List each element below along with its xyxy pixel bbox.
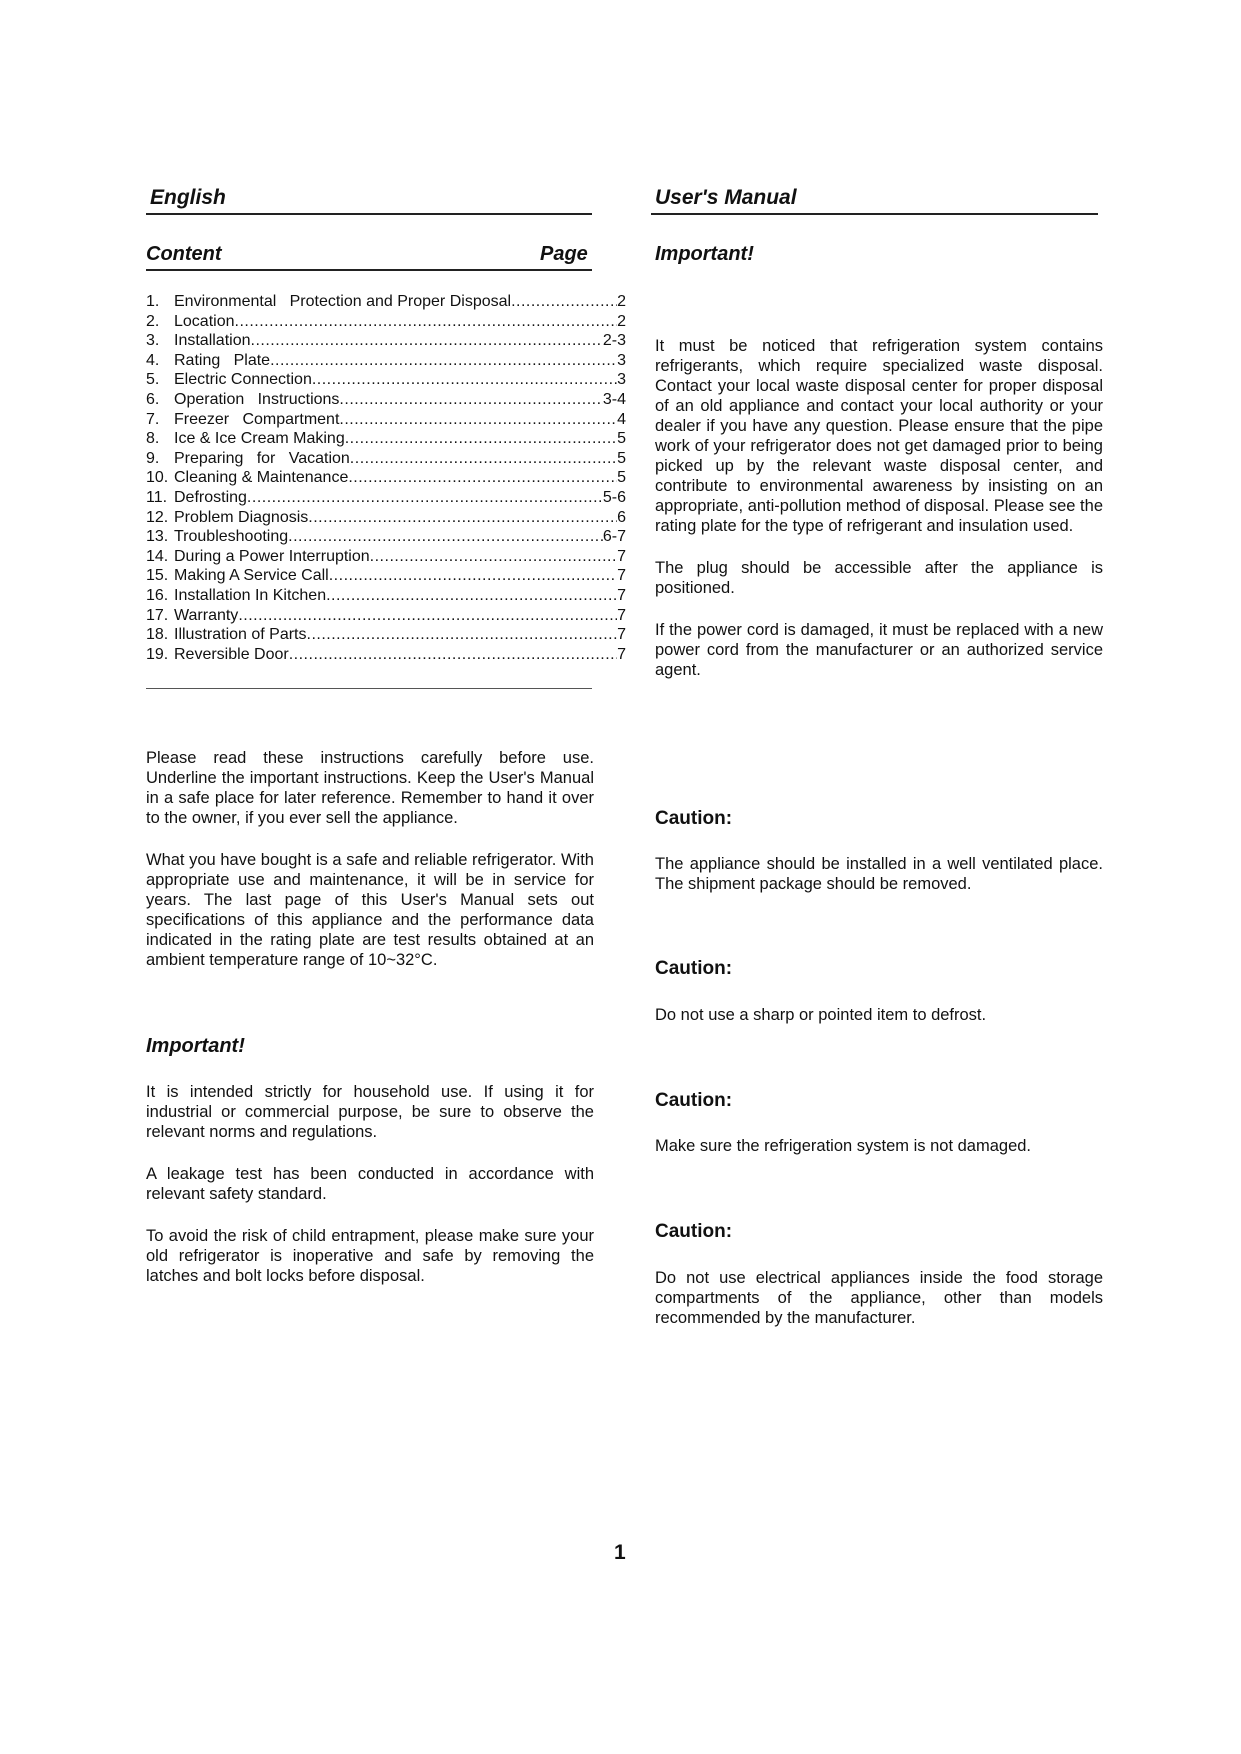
toc-item-leader	[251, 331, 603, 351]
right-paragraph-2: The plug should be accessible after the appliance is positioned.	[655, 559, 1103, 597]
right-important-body	[655, 336, 1103, 702]
toc-item-label: Location	[174, 312, 235, 330]
toc-item-page: 4	[617, 410, 626, 428]
toc-item-page: 5-6	[602, 488, 626, 506]
important-paragraph-1: It is intended strictly for household use. If using it for industrial or commercial purpose, be sure to observe the relevant norms and regulations.	[146, 1083, 594, 1141]
toc-item-number: 4.	[146, 351, 160, 369]
toc-item-leader	[289, 645, 617, 665]
toc-item	[146, 390, 626, 410]
caution-text-4: Do not use electrical appliances inside the food storage compartments of the appliance, other than models recommended by the manufacturer.	[655, 1269, 1103, 1327]
toc-item-label: Warranty	[174, 606, 239, 624]
toc-item-number: 18.	[146, 626, 169, 644]
toc-item-leader	[370, 547, 617, 567]
toc-item-page: 7	[617, 606, 626, 624]
toc-item-leader	[238, 606, 617, 626]
important-paragraph-3: To avoid the risk of child entrapment, please make sure your old refrigerator is inoperative and safe by removing the latches and bolt locks before disposal.	[146, 1227, 594, 1285]
toc-item-number: 6.	[146, 390, 160, 408]
toc-item-label: Freezer Compartment	[174, 410, 340, 428]
toc-item	[146, 566, 626, 586]
toc-item	[146, 508, 626, 528]
toc-item	[146, 292, 626, 312]
toc-item-number: 9.	[146, 449, 160, 467]
toc-item	[146, 351, 626, 371]
toc-item-number: 19.	[146, 645, 169, 663]
toc-item-leader	[308, 508, 617, 528]
toc-item-leader	[288, 527, 603, 547]
toc-item-label: Problem Diagnosis	[174, 508, 309, 526]
toc-item	[146, 370, 626, 390]
toc-list	[146, 292, 626, 664]
toc-heading: Content	[146, 243, 222, 265]
toc-item-label: Illustration of Parts	[174, 626, 307, 644]
toc-item-page: 7	[617, 645, 626, 663]
left-important-heading: Important!	[146, 1035, 245, 1057]
toc-item-number: 17.	[146, 606, 169, 624]
toc-item	[146, 429, 626, 449]
toc-item	[146, 449, 626, 469]
header-left-title: English	[150, 186, 226, 209]
toc-item-label: Electric Connection	[174, 371, 312, 389]
toc-item-leader	[339, 390, 602, 410]
toc-item	[146, 468, 626, 488]
toc-item-number: 5.	[146, 371, 160, 389]
toc-item-label: Preparing for Vacation	[174, 449, 350, 467]
toc-item-leader	[511, 292, 617, 312]
toc-item-page: 5	[617, 449, 626, 467]
toc-item-leader	[312, 370, 617, 390]
toc-item	[146, 527, 626, 547]
toc-item-page: 3-4	[602, 390, 626, 408]
toc-item-number: 3.	[146, 332, 160, 350]
toc-item-page: 2-3	[602, 332, 626, 350]
toc-item	[146, 331, 626, 351]
toc-item-page: 6-7	[602, 528, 626, 546]
toc-item-label: Ice & Ice Cream Making	[174, 430, 345, 448]
toc-item-leader	[350, 449, 617, 469]
toc-item-page: 2	[617, 312, 626, 330]
intro-paragraph-1: Please read these instructions carefully before use. Underline the important instructions. Keep the User's Manual in a safe place for later reference. Remember to hand it over to the owner, if you ever sell the appliance.	[146, 749, 594, 827]
caution-heading-3: Caution:	[655, 1090, 733, 1111]
important-paragraph-2: A leakage test has been conducted in accordance with relevant safety standard.	[146, 1165, 594, 1203]
toc-item	[146, 586, 626, 606]
right-important-heading: Important!	[655, 243, 754, 265]
caution-text-1: The appliance should be installed in a well ventilated place. The shipment package should be removed.	[655, 855, 1103, 893]
caution-text-3: Make sure the refrigeration system is not damaged.	[655, 1137, 1032, 1155]
toc-item-page: 5	[617, 469, 626, 487]
toc-item	[146, 410, 626, 430]
table-of-contents	[146, 292, 626, 664]
toc-item-leader	[307, 625, 618, 645]
toc-item-label: Installation In Kitchen	[174, 586, 327, 604]
toc-item-number: 7.	[146, 410, 160, 428]
toc-item-page: 6	[617, 508, 626, 526]
toc-item	[146, 547, 626, 567]
right-paragraph-3: If the power cord is damaged, it must be replaced with a new power cord from the manufacturer or an authorized service agent.	[655, 621, 1103, 679]
toc-item	[146, 606, 626, 626]
toc-item-number: 11.	[146, 488, 168, 506]
toc-item-number: 10.	[146, 469, 169, 487]
toc-item-page: 7	[617, 547, 626, 565]
toc-item	[146, 625, 626, 645]
toc-item-leader	[270, 351, 617, 371]
toc-item-page: 7	[617, 586, 626, 604]
toc-item-number: 16.	[146, 586, 169, 604]
toc-item-leader	[345, 429, 617, 449]
toc-item-number: 2.	[146, 312, 160, 330]
toc-item-page: 2	[617, 293, 626, 310]
toc-item-number: 15.	[146, 567, 169, 585]
toc-item-label: Environmental Protection and Proper Disposal	[174, 293, 512, 310]
toc-item-leader	[329, 566, 617, 586]
toc-item-label: Defrosting	[174, 488, 247, 506]
toc-item	[146, 488, 626, 508]
toc-item	[146, 312, 626, 332]
header-right-rule	[651, 213, 1098, 215]
toc-item-label: Troubleshooting	[174, 528, 289, 546]
toc-item-label: Making A Service Call	[174, 567, 329, 585]
toc-item-label: Operation Instructions	[174, 390, 340, 408]
toc-item-label: During a Power Interruption	[174, 547, 370, 565]
toc-item-number: 12.	[146, 508, 169, 526]
toc-item-page: 7	[617, 567, 626, 585]
toc-item-label: Installation	[174, 332, 251, 350]
toc-heading-rule	[146, 269, 592, 271]
page-number: 1	[614, 1541, 626, 1564]
caution-heading-1: Caution:	[655, 808, 733, 829]
toc-item-page: 7	[617, 626, 626, 644]
left-important-body	[146, 1082, 594, 1308]
toc-item-number: 8.	[146, 430, 160, 448]
caution-heading-2: Caution:	[655, 958, 733, 979]
toc-item-leader	[326, 586, 617, 606]
toc-item	[146, 645, 626, 665]
right-paragraph-1: It must be noticed that refrigeration system contains refrigerants, which require specialized waste disposal. Contact your local waste disposal center for proper disposal of an old appliance and contact your local authority or your dealer if you have any question. Please ensure that the pipe work of your refrigerator does not get damaged prior to being picked up by the relevant waste disposal center, and contribute to environmental awareness by insisting on an appropriate, anti-pollution method of disposal. Please see the rating plate for the type of refrigerant and insulation used.	[655, 337, 1103, 535]
intro-paragraph-2: What you have bought is a safe and reliable refrigerator. With appropriate use and maintenance, it will be in service for years. The last page of this User's Manual sets out specifications of this appliance and the performance data indicated in the rating plate are test results obtained at an ambient temperature range of 10~32°C.	[146, 851, 594, 969]
toc-item-label: Cleaning & Maintenance	[174, 469, 349, 487]
toc-item-leader	[339, 410, 617, 430]
toc-item-label: Rating Plate	[174, 351, 271, 369]
toc-item-number: 13.	[146, 528, 169, 546]
toc-item-leader	[348, 468, 617, 488]
header-left-rule	[146, 213, 592, 215]
caution-heading-4: Caution:	[655, 1221, 733, 1242]
toc-item-number: 14.	[146, 547, 169, 565]
toc-bottom-rule	[146, 688, 592, 689]
toc-item-number: 1.	[146, 293, 160, 310]
toc-item-page: 5	[617, 430, 626, 448]
header-right-title: User's Manual	[655, 186, 797, 209]
toc-item-page: 3	[617, 351, 626, 369]
toc-page-heading: Page	[540, 243, 588, 265]
toc-item-leader	[235, 312, 618, 332]
left-intro	[146, 748, 594, 992]
toc-item-page: 3	[617, 371, 626, 389]
toc-item-label: Reversible Door	[174, 645, 289, 663]
toc-item-leader	[247, 488, 603, 508]
caution-text-2: Do not use a sharp or pointed item to defrost.	[655, 1006, 987, 1024]
